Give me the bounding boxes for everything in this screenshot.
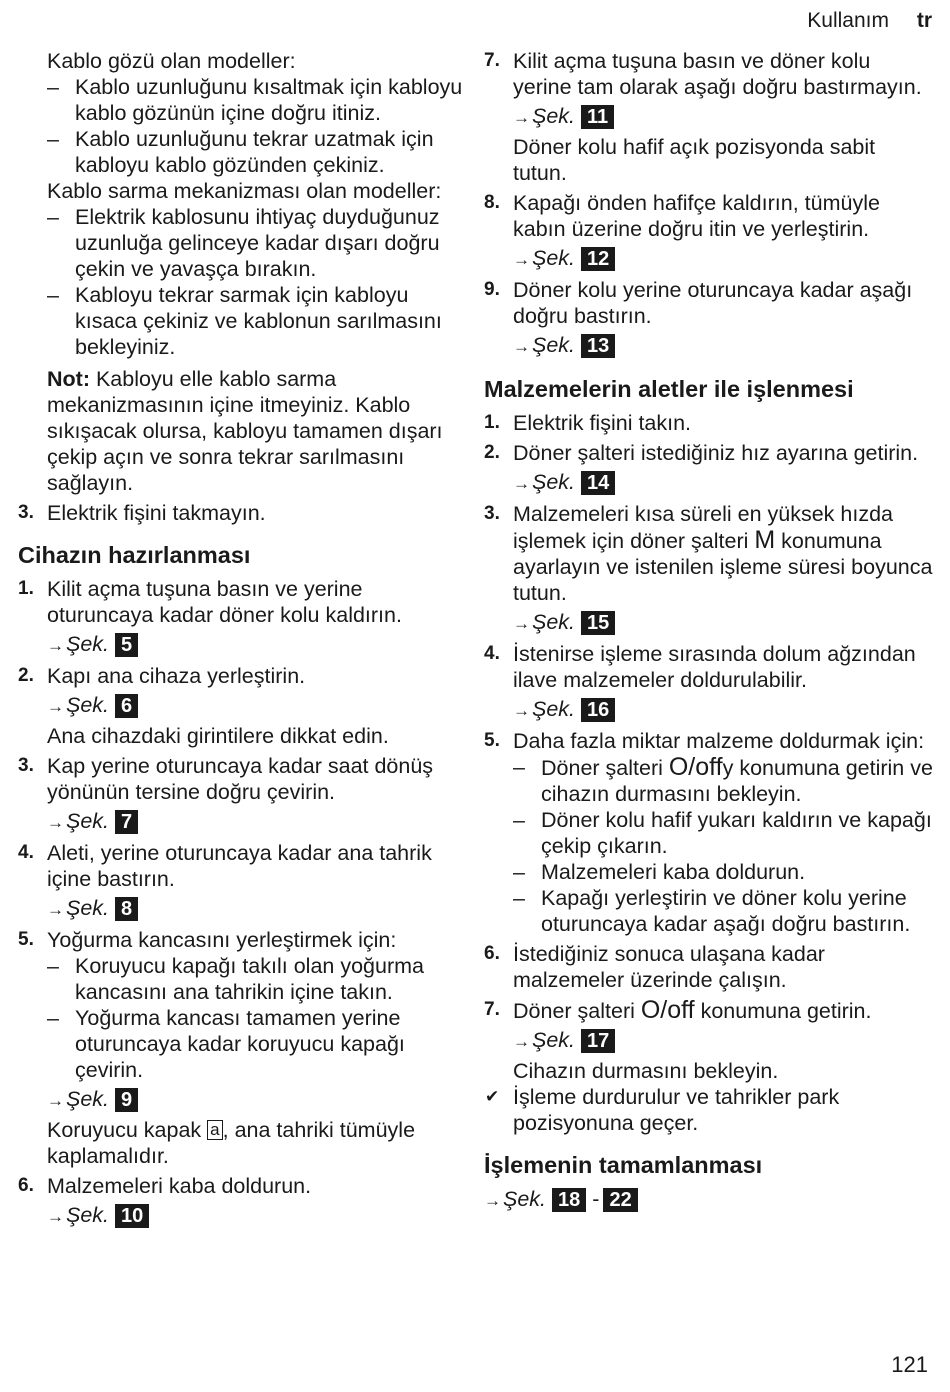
- figure-prefix: Şek.: [532, 104, 576, 128]
- step-text: Daha fazla miktar malzeme doldurmak için:: [513, 729, 925, 753]
- arrow-icon: →: [513, 108, 530, 127]
- part-label-a: a: [207, 1120, 222, 1140]
- figure-prefix: Şek.: [66, 1203, 110, 1227]
- figure-number-badge: 13: [581, 334, 615, 358]
- note-paragraph: [47, 366, 468, 496]
- step-text: konumuna getirin.: [694, 999, 872, 1023]
- checkmark-icon: ✔: [485, 1087, 500, 1106]
- step-item: [18, 1173, 468, 1199]
- list-item: – Yoğurma kancası tamamen yerine oturuncaya kadar koruyucu kapağı çevirin.: [75, 1005, 468, 1083]
- arrow-icon: →: [47, 1207, 64, 1226]
- arrow-icon: →: [47, 697, 64, 716]
- arrow-icon: →: [47, 900, 64, 919]
- step-item: [484, 440, 934, 466]
- step-item: [18, 663, 468, 689]
- list-item: – Koruyucu kapağı takılı olan yoğurma kancasını ana tahrikin içine takın.: [75, 953, 468, 1005]
- figure-number-badge: 22: [603, 1188, 637, 1212]
- step-text: İstediğiniz sonuca ulaşana kadar malzemeler üzerinde çalışın.: [513, 942, 825, 992]
- step-text: Kilit açma tuşuna basın ve döner kolu yerine tam olarak aşağı doğru bastırmayın.: [513, 49, 922, 99]
- figure-range-separator: -: [592, 1187, 600, 1211]
- section-heading-finish: İşlemenin tamamlanması: [484, 1152, 763, 1178]
- arrow-icon: →: [513, 614, 530, 633]
- figure-number-badge: 14: [581, 471, 615, 495]
- figure-number-badge: 9: [115, 1088, 138, 1112]
- step-item: [484, 277, 934, 329]
- language-code: tr: [916, 9, 932, 32]
- arrow-icon: →: [513, 474, 530, 493]
- figure-reference: [47, 1086, 468, 1114]
- step-text: Elektrik fişini takmayın.: [47, 501, 266, 525]
- step-item: [484, 941, 934, 993]
- result-text: İşleme durdurulur ve tahrikler park pozisyonuna geçer.: [513, 1085, 840, 1135]
- step-text: konumuna ayarlayın ve istenilen işleme süresi boyunca tutun.: [513, 529, 933, 605]
- figure-number-badge: 17: [581, 1029, 615, 1053]
- step-text: Yoğurma kancasını yerleştirmek için:: [47, 928, 397, 952]
- step-number: 4.: [484, 643, 500, 664]
- step-item: [18, 753, 468, 805]
- figure-prefix: Şek.: [66, 693, 110, 717]
- figure-reference: [513, 332, 934, 360]
- step-note: Döner kolu hafif açık pozisyonda sabit tutun.: [513, 135, 876, 185]
- switch-symbol-max: M: [754, 526, 776, 554]
- figure-prefix: Şek.: [66, 896, 110, 920]
- list-item: – Kapağı yerleştirin ve döner kolu yerine oturuncaya kadar aşağı doğru bastırın.: [541, 885, 934, 937]
- list-item: – Kablo uzunluğunu tekrar uzatmak için kabloyu kablo gözünden çekiniz.: [75, 126, 468, 178]
- figure-number-badge: 7: [115, 810, 138, 834]
- figure-number-badge: 16: [581, 698, 615, 722]
- step-number: 3.: [18, 502, 34, 523]
- step-text: Kap yerine oturuncaya kadar saat dönüş yönünün tersine doğru çevirin.: [47, 754, 434, 804]
- list-item: [541, 754, 934, 807]
- figure-reference: [47, 1202, 468, 1230]
- figure-prefix: Şek.: [66, 632, 110, 656]
- figure-prefix: Şek.: [532, 697, 576, 721]
- note-text: Kabloyu elle kablo sarma mekanizmasının içine itmeyiniz. Kablo sıkışacak olursa, kabloyu tamamen dışarı çekip açın ve sonra tekrar sarılmasını sağlayın.: [47, 367, 443, 495]
- step-item: [18, 500, 468, 526]
- step-number: 5.: [484, 730, 500, 751]
- figure-number-badge: 8: [115, 897, 138, 921]
- arrow-icon: →: [47, 1091, 64, 1110]
- section-heading-processing: Malzemelerin aletler ile işlenmesi: [484, 376, 854, 402]
- step-text: Kapağı önden hafifçe kaldırın, tümüyle kabın üzerine doğru itin ve yerleştirin.: [513, 191, 880, 241]
- figure-reference: [513, 245, 934, 273]
- step-item: [18, 927, 468, 953]
- figure-prefix: Şek.: [66, 1087, 110, 1111]
- list-item: – Elektrik kablosunu ihtiyaç duyduğunuz uzunluğa gelinceye kadar dışarı doğru çekin ve yavaşça bırakın.: [75, 204, 468, 282]
- step-note: [47, 1117, 468, 1169]
- arrow-icon: →: [513, 1032, 530, 1051]
- figure-number-badge: 12: [581, 247, 615, 271]
- note-label: Not:: [47, 367, 90, 391]
- step-item: [484, 410, 934, 436]
- step-number: 7.: [484, 999, 500, 1020]
- list-item-text: y konumuna getirin ve cihazın durmasını bekleyin.: [541, 756, 933, 806]
- figure-number-badge: 5: [115, 633, 138, 657]
- step-number: 2.: [484, 442, 500, 463]
- figure-number-badge: 6: [115, 694, 138, 718]
- step-number: 3.: [18, 755, 34, 776]
- step-number: 5.: [18, 929, 34, 950]
- figure-reference: [513, 1027, 934, 1055]
- step-text: Kilit açma tuşuna basın ve yerine oturuncaya kadar döner kolu kaldırın.: [47, 577, 402, 627]
- arrow-icon: →: [47, 636, 64, 655]
- list-item: – Kabloyu tekrar sarmak için kabloyu kısaca çekiniz ve kablonun sarılmasını bekleyiniz.: [75, 282, 468, 360]
- arrow-icon: →: [484, 1191, 501, 1210]
- figure-reference: [47, 692, 468, 720]
- step-text: Kapı ana cihaza yerleştirin.: [47, 664, 306, 688]
- figure-number-badge: 10: [115, 1204, 149, 1228]
- arrow-icon: →: [513, 250, 530, 269]
- page-number: 121: [891, 1352, 928, 1377]
- arrow-icon: →: [513, 701, 530, 720]
- figure-number-badge: 11: [581, 105, 614, 129]
- step-item: [484, 501, 934, 606]
- step-item: [484, 997, 934, 1024]
- step-text: Malzemeleri kısa süreli en yüksek hızda işlemek için döner şalteri: [513, 502, 893, 553]
- cable-reel-intro: Kablo sarma mekanizması olan modeller:: [47, 179, 442, 203]
- figure-number-badge: 15: [581, 611, 615, 635]
- step-item: [484, 641, 934, 693]
- cable-eye-intro: Kablo gözü olan modeller:: [47, 49, 296, 73]
- figure-prefix: Şek.: [66, 809, 110, 833]
- step-number: 9.: [484, 279, 500, 300]
- step-number: 3.: [484, 503, 500, 524]
- step-number: 4.: [18, 842, 34, 863]
- step-number: 1.: [18, 578, 34, 599]
- list-item: – Döner kolu hafif yukarı kaldırın ve kapağı çekip çıkarın.: [541, 807, 934, 859]
- figure-prefix: Şek.: [532, 1028, 576, 1052]
- step-text: Aleti, yerine oturuncaya kadar ana tahrik içine bastırın.: [47, 841, 432, 891]
- step-text: Malzemeleri kaba doldurun.: [47, 1174, 312, 1198]
- figure-reference: [47, 631, 468, 659]
- step-text: Döner kolu yerine oturuncaya kadar aşağı doğru bastırın.: [513, 278, 913, 328]
- step-note-text: Koruyucu kapak: [47, 1118, 208, 1142]
- running-header: [807, 8, 932, 34]
- step-number: 6.: [18, 1175, 34, 1196]
- result-item: [484, 1084, 934, 1136]
- step-number: 1.: [484, 412, 500, 433]
- figure-reference: [513, 609, 934, 637]
- step-text: İstenirse işleme sırasında dolum ağzından ilave malzemeler doldurulabilir.: [513, 642, 916, 692]
- step-number: 7.: [484, 50, 500, 71]
- figure-reference: [47, 808, 468, 836]
- step-item: [484, 48, 934, 100]
- switch-symbol-off: O/off: [640, 996, 695, 1024]
- arrow-icon: →: [47, 813, 64, 832]
- figure-number-badge: 18: [552, 1188, 586, 1212]
- figure-reference: [47, 895, 468, 923]
- step-text: Döner şalteri: [513, 999, 641, 1023]
- figure-prefix: Şek.: [532, 333, 576, 357]
- step-item: [484, 728, 934, 754]
- step-note: Cihazın durmasını bekleyin.: [513, 1059, 779, 1083]
- section-name: Kullanım: [807, 9, 889, 32]
- step-number: 6.: [484, 943, 500, 964]
- list-item-text: Döner şalteri: [541, 756, 669, 780]
- step-number: 2.: [18, 665, 34, 686]
- figure-prefix: Şek.: [532, 610, 576, 634]
- list-item: – Kablo uzunluğunu kısaltmak için kabloyu kablo gözünün içine doğru itiniz.: [75, 74, 468, 126]
- figure-reference: [513, 696, 934, 724]
- left-column: [18, 48, 468, 1230]
- section-heading-preparation: Cihazın hazırlanması: [18, 542, 251, 568]
- step-text: Elektrik fişini takın.: [513, 411, 692, 435]
- step-item: [18, 576, 468, 628]
- list-item: – Malzemeleri kaba doldurun.: [541, 859, 934, 885]
- figure-prefix: Şek.: [532, 246, 576, 270]
- step-item: [484, 190, 934, 242]
- figure-reference: [513, 103, 934, 131]
- figure-prefix: Şek.: [532, 470, 576, 494]
- switch-symbol-off: O/off: [668, 753, 723, 781]
- figure-reference: [513, 469, 934, 497]
- step-text: Döner şalteri istediğiniz hız ayarına getirin.: [513, 441, 919, 465]
- arrow-icon: →: [513, 337, 530, 356]
- step-number: 8.: [484, 192, 500, 213]
- step-note-text: , ana tahriki tümüyle kaplamalıdır.: [47, 1118, 416, 1168]
- right-column: [484, 48, 934, 1214]
- figure-prefix: Şek.: [503, 1187, 547, 1211]
- figure-reference: [484, 1186, 934, 1214]
- step-note: Ana cihazdaki girintilere dikkat edin.: [47, 724, 389, 748]
- step-item: [18, 840, 468, 892]
